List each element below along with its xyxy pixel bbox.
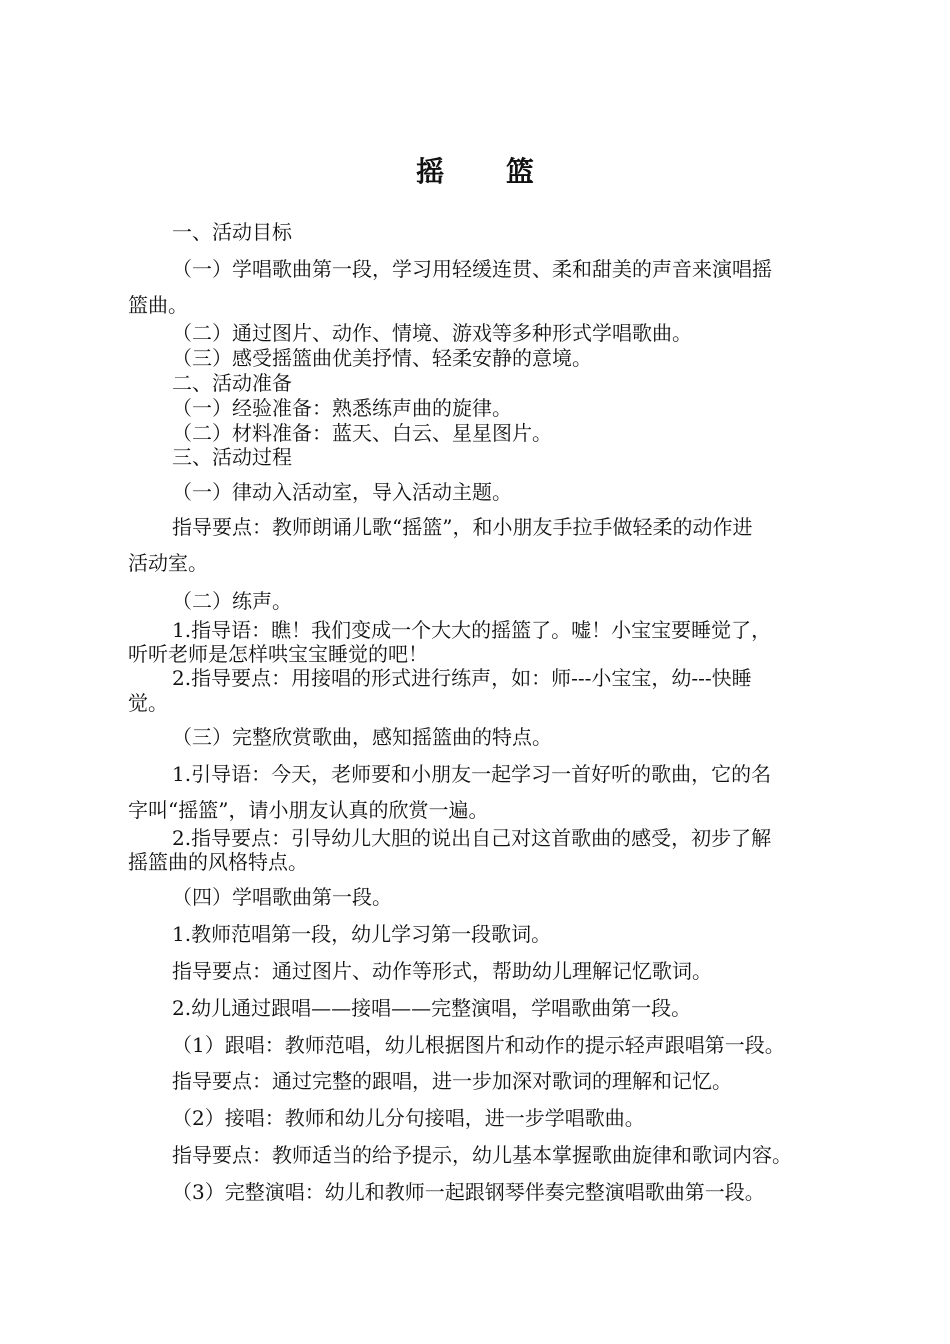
text-line: （一）经验准备：熟悉练声曲的旋律。 — [172, 396, 512, 420]
text-line: 篮曲。 — [128, 293, 188, 317]
text-line: （三）完整欣赏歌曲，感知摇篮曲的特点。 — [172, 725, 552, 749]
text-line: （一）学唱歌曲第一段，学习用轻缓连贯、柔和甜美的声音来演唱摇 — [172, 257, 772, 281]
text-line: 指导要点：通过图片、动作等形式，帮助幼儿理解记忆歌词。 — [172, 959, 712, 983]
text-line: 1.引导语：今天，老师要和小朋友一起学习一首好听的歌曲，它的名 — [172, 762, 772, 786]
text-line: （二）通过图片、动作、情境、游戏等多种形式学唱歌曲。 — [172, 321, 692, 345]
document-title: 摇 篮 — [416, 155, 560, 188]
text-line: 活动室。 — [128, 551, 208, 575]
section-heading: 二、活动准备 — [172, 371, 292, 395]
text-line: 指导要点：教师朗诵儿歌“摇篮”，和小朋友手拉手做轻柔的动作进 — [172, 515, 753, 539]
text-line: 字叫“摇篮”，请小朋友认真的欣赏一遍。 — [128, 798, 489, 822]
text-line: 2.指导要点：用接唱的形式进行练声，如：师---小宝宝，幼---快睡 — [172, 666, 752, 690]
text-line: （2）接唱：教师和幼儿分句接唱，进一步学唱歌曲。 — [172, 1106, 645, 1130]
text-line: 听听老师是怎样哄宝宝睡觉的吧！ — [128, 642, 428, 666]
text-line: 摇篮曲的风格特点。 — [128, 850, 308, 874]
text-line: 指导要点：通过完整的跟唱，进一步加深对歌词的理解和记忆。 — [172, 1069, 732, 1093]
text-line: （3）完整演唱：幼儿和教师一起跟钢琴伴奏完整演唱歌曲第一段。 — [172, 1180, 765, 1204]
text-line: 2.幼儿通过跟唱——接唱——完整演唱，学唱歌曲第一段。 — [172, 996, 692, 1020]
text-line: （三）感受摇篮曲优美抒情、轻柔安静的意境。 — [172, 346, 592, 370]
section-heading: 三、活动过程 — [172, 445, 292, 469]
text-line: （二）练声。 — [172, 589, 292, 613]
text-line: 指导要点：教师适当的给予提示，幼儿基本掌握歌曲旋律和歌词内容。 — [172, 1143, 792, 1167]
text-line: 觉。 — [128, 691, 168, 715]
text-line: （一）律动入活动室，导入活动主题。 — [172, 480, 512, 504]
text-line: （四）学唱歌曲第一段。 — [172, 885, 392, 909]
text-line: （二）材料准备：蓝天、白云、星星图片。 — [172, 421, 552, 445]
text-line: 1.教师范唱第一段，幼儿学习第一段歌词。 — [172, 922, 552, 946]
section-heading: 一、活动目标 — [172, 220, 292, 244]
text-line: （1）跟唱：教师范唱，幼儿根据图片和动作的提示轻声跟唱第一段。 — [172, 1033, 785, 1057]
text-line: 1.指导语：瞧！我们变成一个大大的摇篮了。嘘！小宝宝要睡觉了， — [172, 618, 772, 642]
text-line: 2.指导要点：引导幼儿大胆的说出自己对这首歌曲的感受，初步了解 — [172, 826, 772, 850]
